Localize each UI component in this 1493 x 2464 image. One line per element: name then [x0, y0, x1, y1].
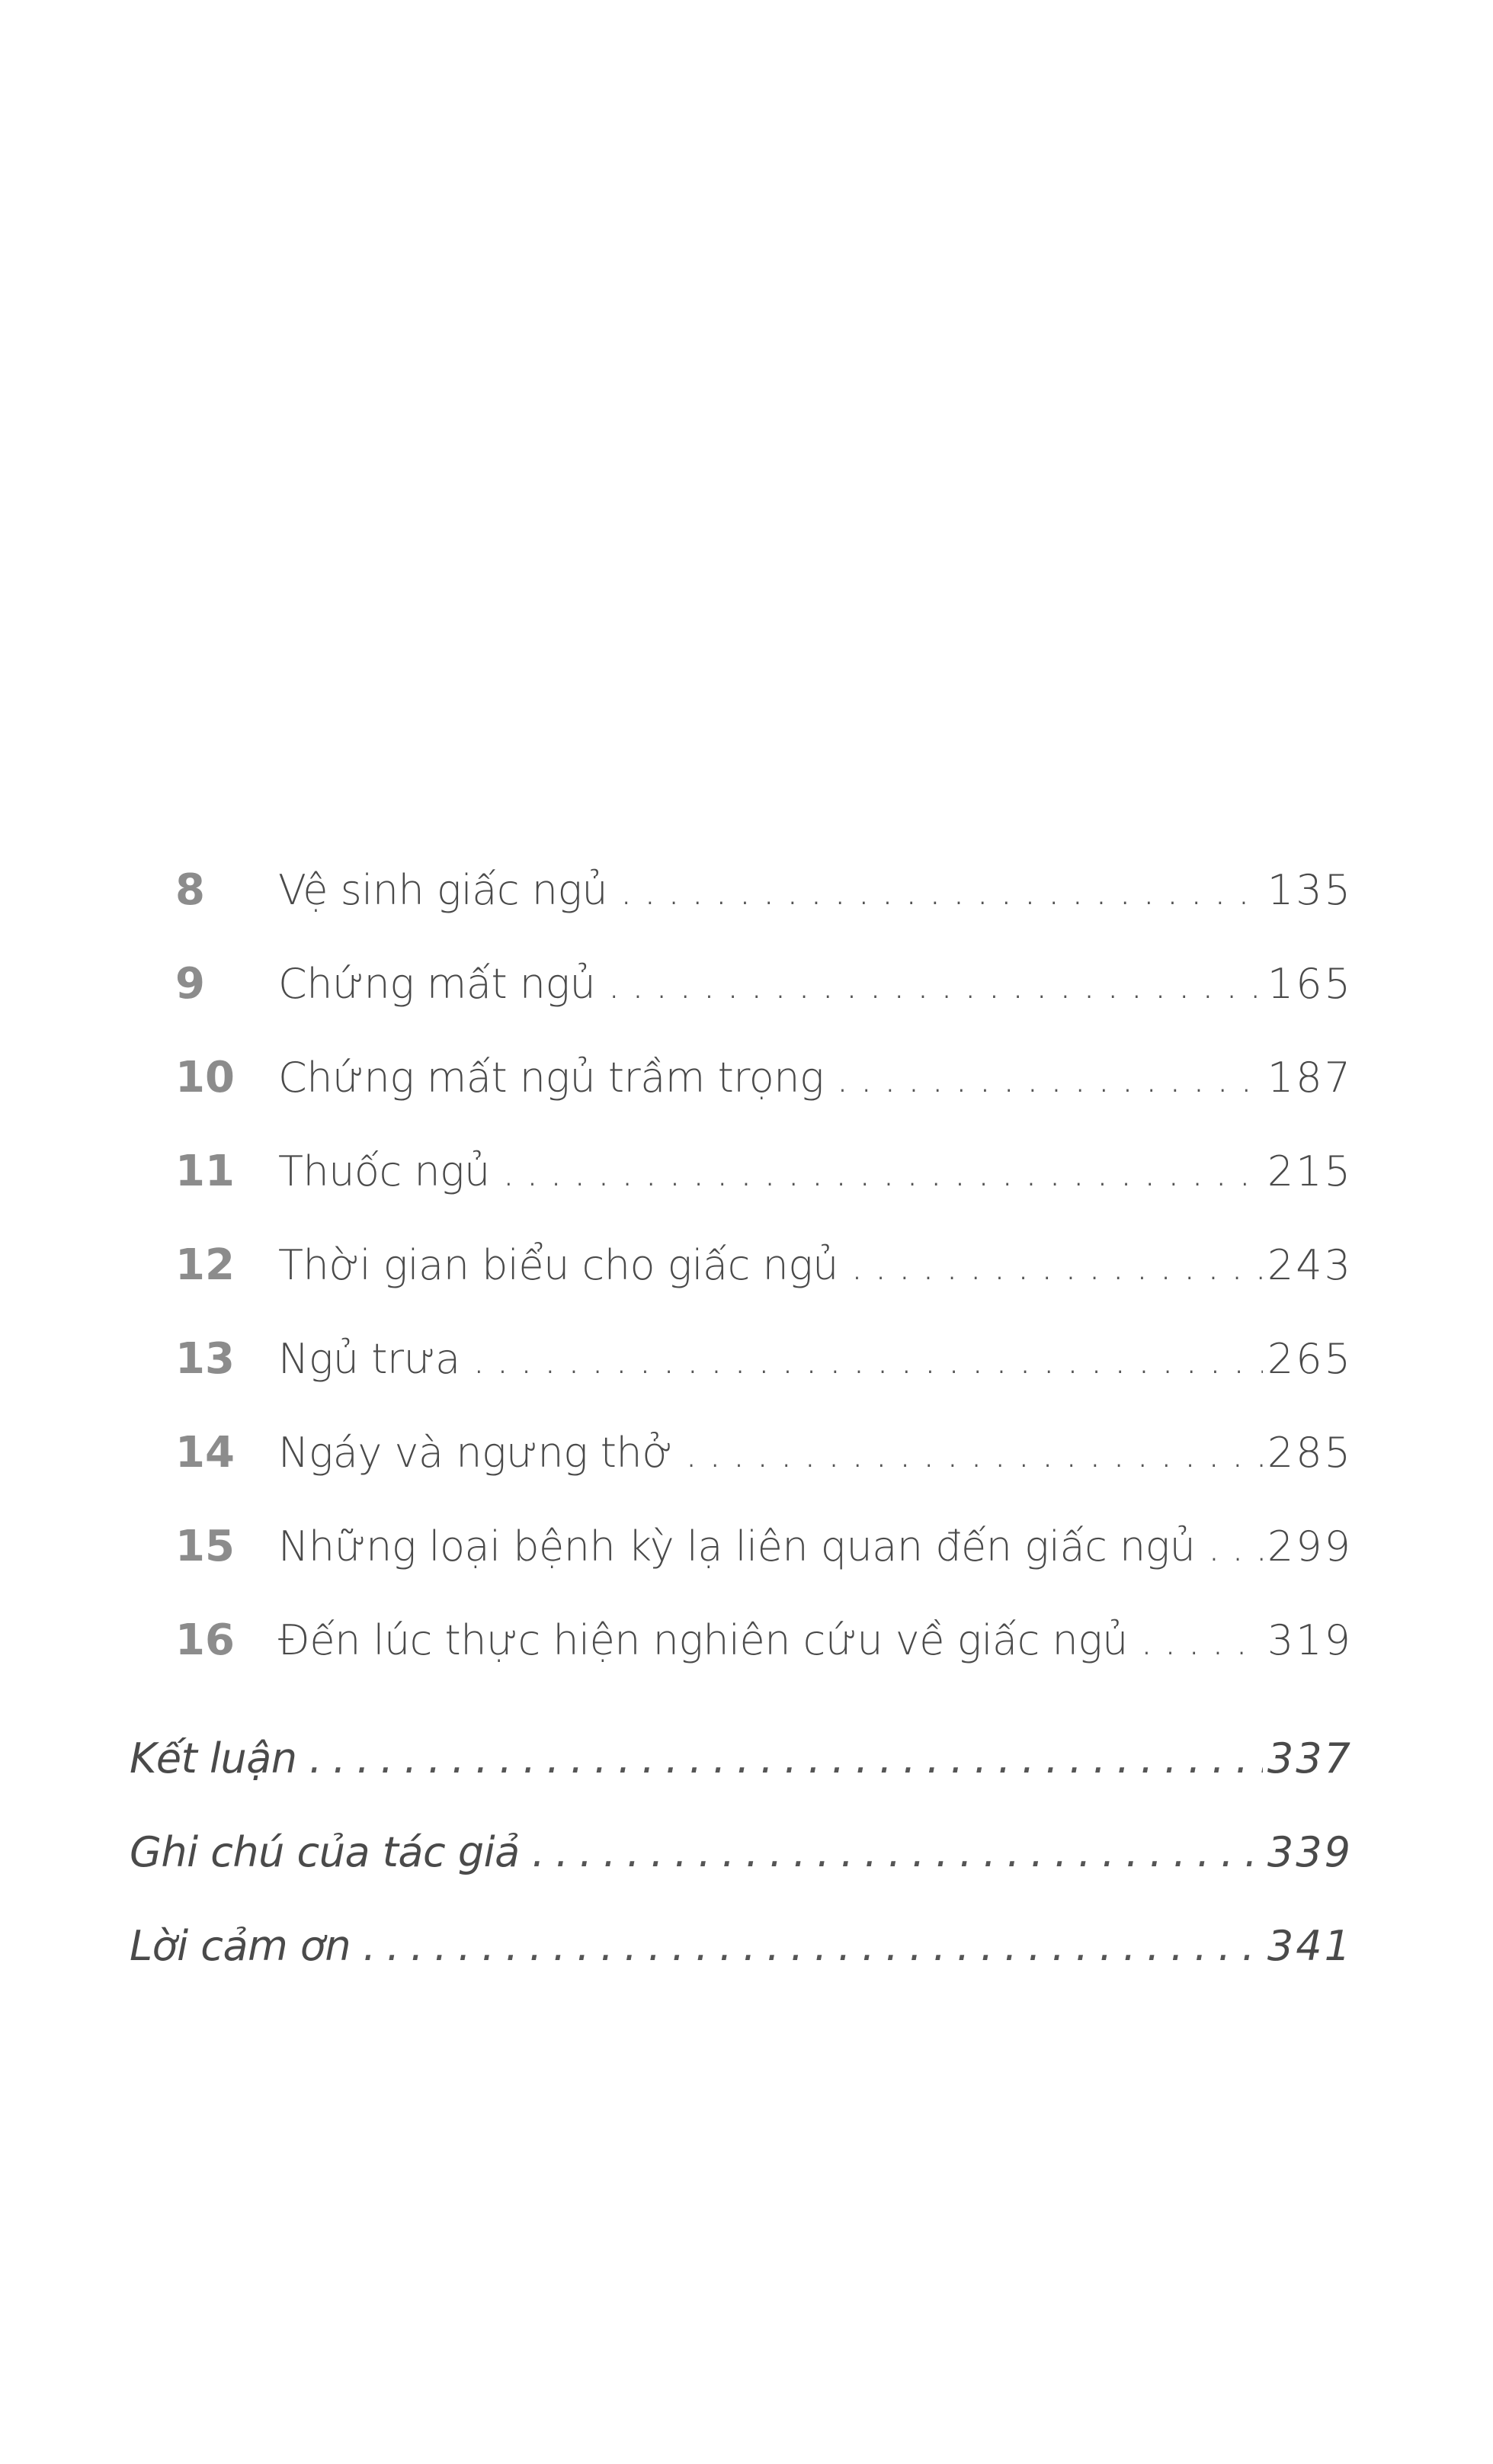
section-title: Kết luận — [130, 1734, 297, 1782]
dot-leader — [1140, 1616, 1263, 1664]
dot-leader — [1207, 1522, 1263, 1570]
chapter-number: 9 — [175, 959, 205, 1009]
toc-entry — [175, 1147, 1353, 1240]
dot-leader — [532, 1828, 1263, 1876]
page-number: 187 — [1267, 1054, 1353, 1102]
dot-leader — [363, 1922, 1263, 1970]
chapter-title: Vệ sinh giấc ngủ — [278, 866, 608, 914]
toc-entry — [175, 1615, 1353, 1709]
chapter-number: 10 — [175, 1053, 235, 1102]
toc-entry — [130, 1828, 1353, 1922]
chapter-list — [175, 865, 1353, 1709]
chapter-title: Thuốc ngủ — [278, 1147, 490, 1195]
chapter-number: 15 — [175, 1522, 235, 1571]
chapter-title: Chứng mất ngủ trầm trọng — [278, 1054, 824, 1102]
dot-leader — [473, 1335, 1263, 1383]
chapter-title: Ngủ trưa — [278, 1335, 460, 1383]
back-matter-list — [130, 1734, 1353, 2016]
dot-leader — [620, 866, 1263, 914]
page-number: 215 — [1267, 1147, 1353, 1195]
dot-leader — [309, 1734, 1263, 1782]
chapter-title: Đến lúc thực hiện nghiên cứu về giấc ngủ — [278, 1616, 1128, 1664]
dot-leader — [502, 1147, 1263, 1195]
page-number: 337 — [1267, 1734, 1353, 1782]
page-number: 243 — [1267, 1241, 1353, 1289]
page-number: 299 — [1267, 1522, 1353, 1570]
chapter-number: 13 — [175, 1334, 235, 1384]
toc-entry — [175, 1428, 1353, 1522]
dot-leader — [851, 1241, 1263, 1289]
toc-entry — [175, 1522, 1353, 1615]
toc-entry — [130, 1922, 1353, 2016]
toc-entry — [175, 865, 1353, 959]
page-number: 285 — [1267, 1429, 1353, 1477]
dot-leader — [836, 1054, 1263, 1102]
page-number: 265 — [1267, 1335, 1353, 1383]
chapter-title: Ngáy và ngưng thở — [278, 1429, 673, 1477]
toc-entry — [175, 1053, 1353, 1147]
toc-entry — [175, 1240, 1353, 1334]
toc-entry — [175, 959, 1353, 1053]
chapter-title: Chứng mất ngủ — [278, 960, 596, 1008]
chapter-number: 8 — [175, 865, 205, 915]
chapter-title: Những loại bệnh kỳ lạ liên quan đến giấc ngủ — [278, 1522, 1196, 1570]
dot-leader — [607, 960, 1263, 1008]
page-number: 165 — [1267, 960, 1353, 1008]
page-number: 339 — [1267, 1828, 1353, 1876]
section-title: Lời cảm ơn — [130, 1922, 351, 1970]
chapter-number: 12 — [175, 1240, 235, 1290]
toc-entry — [175, 1334, 1353, 1428]
chapter-number: 11 — [175, 1147, 235, 1196]
chapter-number: 14 — [175, 1428, 235, 1477]
section-title: Ghi chú của tác giả — [130, 1828, 520, 1876]
chapter-title: Thời gian biểu cho giấc ngủ — [278, 1241, 838, 1289]
page-number: 135 — [1267, 866, 1353, 914]
page-number: 319 — [1267, 1616, 1353, 1664]
toc-entry — [130, 1734, 1353, 1828]
dot-leader — [684, 1429, 1262, 1477]
page-number: 341 — [1267, 1922, 1353, 1970]
chapter-number: 16 — [175, 1615, 235, 1665]
